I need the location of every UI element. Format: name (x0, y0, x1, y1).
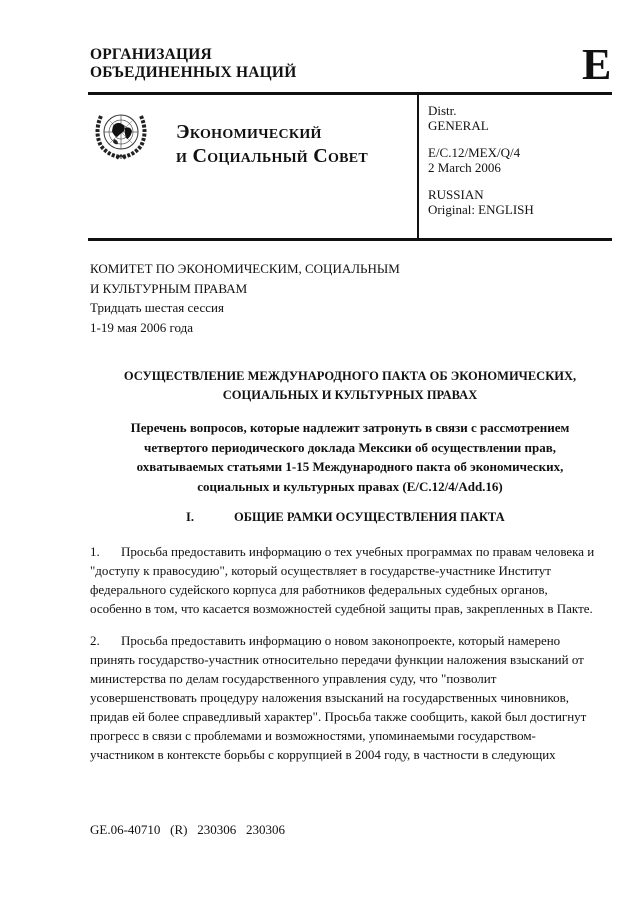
committee-line-2: И КУЛЬТУРНЫМ ПРАВАМ (90, 280, 248, 296)
section-title: ОБЩИЕ РАМКИ ОСУЩЕСТВЛЕНИЯ ПАКТА (234, 510, 505, 524)
session-dates: 1-19 мая 2006 года (90, 319, 193, 335)
header-bottom-rule (88, 238, 612, 241)
subtitle-line-2: четвертого периодического доклада Мексики об осуществлении прав, (144, 439, 556, 455)
paragraph-line: "доступу к правосудию", который осуществляет в государстве-участнике Институт (90, 563, 551, 578)
paragraph-line: особенно в том, что касается возможностей судебной защиты прав, закрепленных в Пакте. (90, 601, 593, 616)
paragraph-number: 1. (90, 544, 100, 559)
paragraph-line: федерального судейского корпуса для работников федеральных судебных органов, (90, 582, 548, 597)
header-top-rule (88, 92, 612, 95)
paragraph-line: 2. Просьба предоставить информацию о новом законопроекте, который намерено (90, 633, 561, 648)
paragraph-line: 1. Просьба предоставить информацию о тех учебных программах по правам человека и (90, 544, 595, 559)
paragraph-line: придав ей более справедливый характер". Просьба также сообщить, какой был достигнут (90, 709, 587, 724)
session-name: Тридцать шестая сессия (90, 300, 224, 315)
footer-job-number: GE.06-40710 (R) 230306 230306 (90, 822, 285, 837)
committee-block (90, 259, 400, 337)
council-name (176, 120, 368, 168)
title-line-1: ОСУЩЕСТВЛЕНИЕ МЕЖДУНАРОДНОГО ПАКТА ОБ ЭКОНОМИЧЕСКИХ, (123, 369, 577, 383)
document-subtitle (100, 418, 600, 496)
paragraph-line: министерства по делам государственного управления суду, что "позволит (90, 671, 497, 686)
distr-label: Distr. (428, 103, 457, 118)
distribution-block (428, 104, 534, 217)
document-title (90, 367, 610, 405)
language-letter: E (582, 40, 612, 89)
section-number: I. (186, 510, 194, 524)
paragraph-line: прогресс в связи с проблемами и возможностями, упоминаемыми государством- (90, 728, 536, 743)
organization-name (90, 46, 296, 82)
paragraph-1 (90, 542, 612, 618)
council-line-1: Экономический (176, 121, 322, 143)
document-date: 2 March 2006 (428, 159, 501, 175)
committee-line-1: КОМИТЕТ ПО ЭКОНОМИЧЕСКИМ, СОЦИАЛЬНЫМ (90, 261, 400, 276)
distr-value: GENERAL (428, 117, 489, 133)
paragraph-line: усовершенствовать процедуру наложения взысканий на государственных чиновников, (90, 690, 570, 705)
un-emblem-icon (91, 104, 151, 162)
council-line-2: и Социальный Совет (176, 145, 369, 167)
header-vertical-divider (417, 93, 419, 240)
section-heading (186, 508, 505, 526)
paragraph-number: 2. (90, 633, 100, 648)
paragraph-line: принять государство-участник относительно передачи функции наложения взысканий от (90, 652, 584, 667)
org-line-2: ОБЪЕДИНЕННЫХ НАЦИЙ (90, 64, 297, 81)
subtitle-line-1: Перечень вопросов, которые надлежит затронуть в связи с рассмотрением (130, 420, 570, 435)
paragraph-line: участником в контексте борьбы с коррупцией в 2004 году, в частности в следующих (90, 747, 556, 762)
org-line-1: ОРГАНИЗАЦИЯ (90, 46, 212, 63)
title-line-2: СОЦИАЛЬНЫХ И КУЛЬТУРНЫХ ПРАВАХ (222, 388, 478, 402)
original-language: Original: ENGLISH (428, 201, 534, 217)
document-symbol: E/C.12/MEX/Q/4 (428, 145, 521, 160)
subtitle-line-4: социальных и культурных правах (E/C.12/4/Add.16) (197, 478, 503, 494)
subtitle-line-3: охватываемых статьями 1-15 Международного пакта об экономических, (136, 459, 564, 474)
paragraph-2 (90, 631, 612, 764)
document-language: RUSSIAN (428, 187, 484, 202)
